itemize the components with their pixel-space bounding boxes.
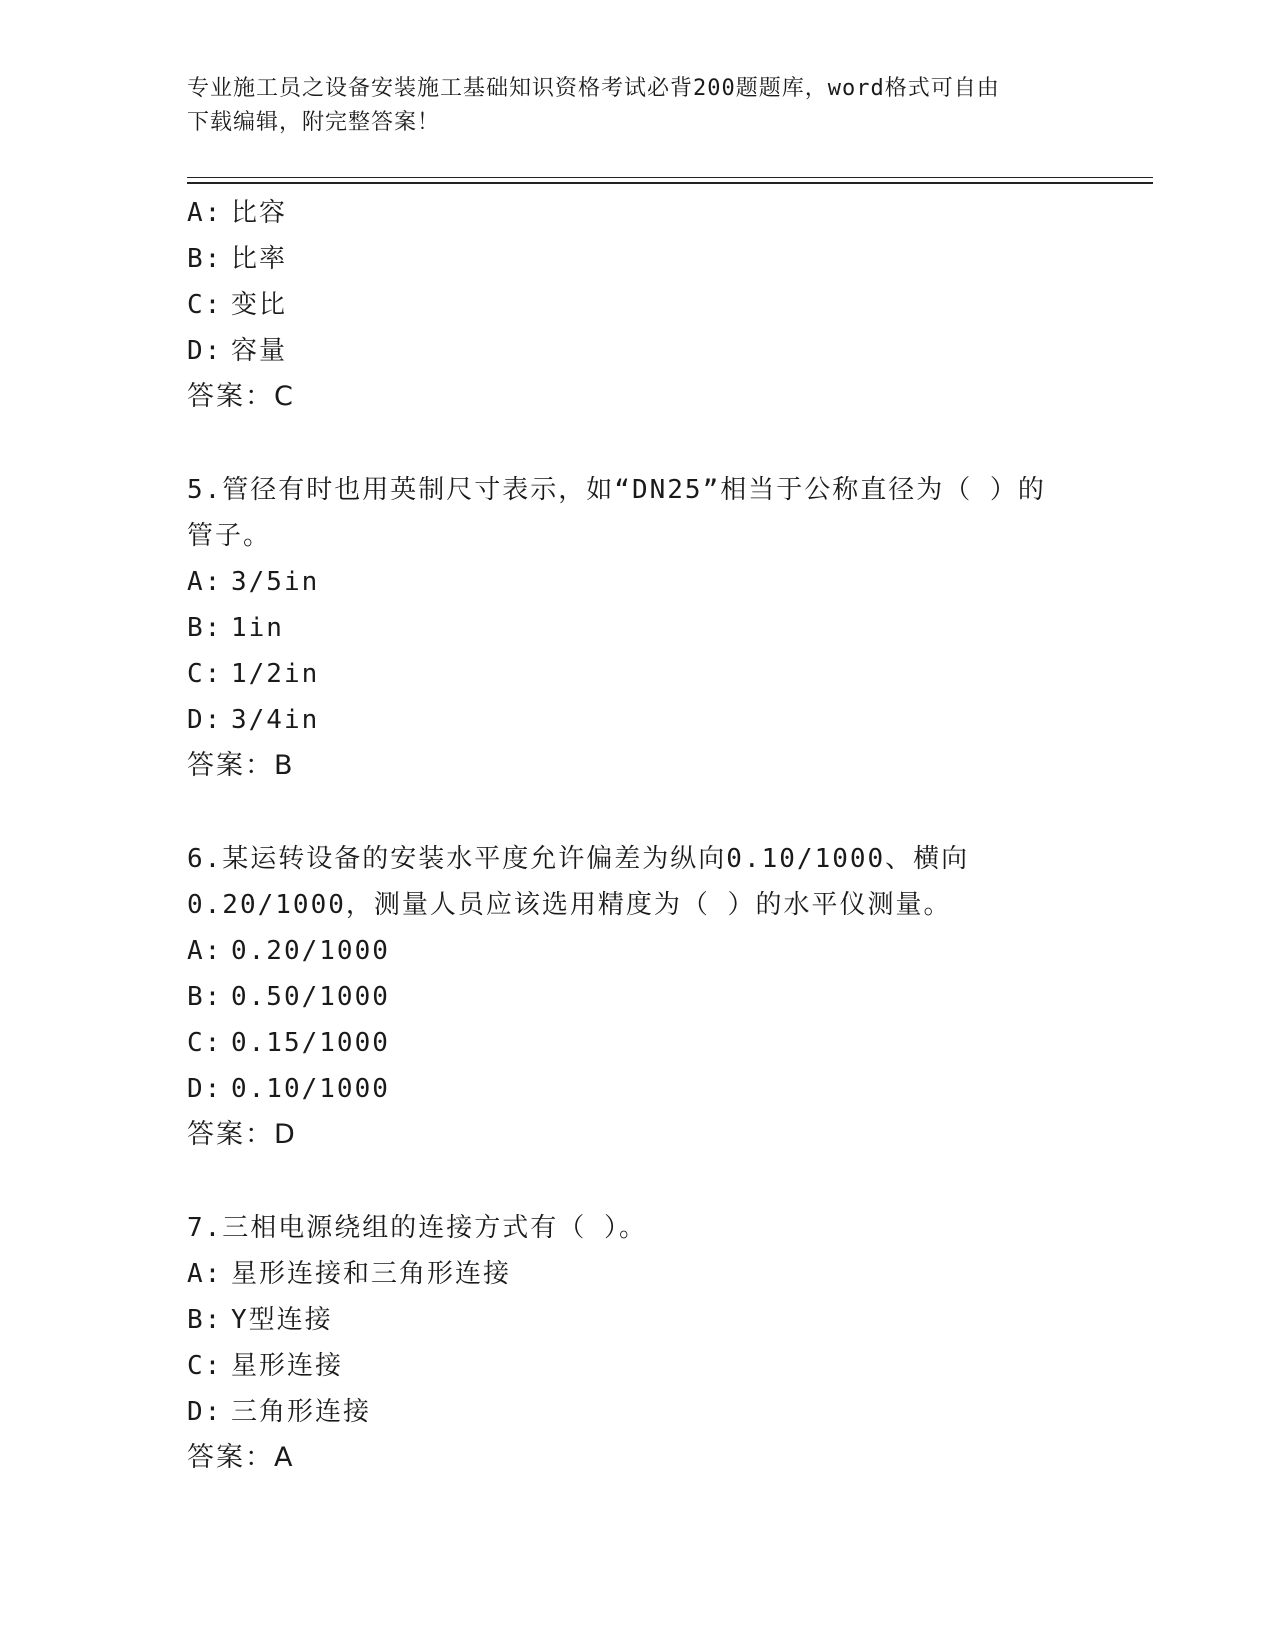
option-key: B:	[187, 1305, 223, 1335]
option-key: A:	[187, 198, 223, 228]
option-text: Y型连接	[231, 1305, 333, 1335]
header-line-2: 下载编辑，附完整答案！	[187, 110, 441, 135]
question-stem-line-1: 5.管径有时也用英制尺寸表示，如“DN25”相当于公称直径为（ ）的	[187, 475, 1046, 505]
option-key: C:	[187, 659, 223, 689]
question-stem	[187, 836, 1067, 928]
option-key: A:	[187, 1259, 223, 1289]
option-a	[187, 928, 1087, 974]
option-key: B:	[187, 982, 223, 1012]
document-header	[187, 72, 1067, 140]
question-6	[187, 836, 1087, 1158]
question-list	[187, 190, 1087, 1481]
option-a	[187, 190, 1087, 236]
option-c	[187, 651, 1087, 697]
option-c	[187, 1343, 1087, 1389]
option-key: C:	[187, 1351, 223, 1381]
option-key: A:	[187, 936, 223, 966]
option-text: 比容	[231, 198, 288, 228]
option-c	[187, 1020, 1087, 1066]
answer-line: 答案：D	[187, 1119, 297, 1150]
answer-line: 答案：C	[187, 381, 295, 412]
header-divider-thick	[187, 182, 1153, 184]
question-5	[187, 467, 1087, 789]
option-text: 0.15/1000	[231, 1028, 390, 1058]
option-text: 容量	[231, 336, 288, 366]
question-7	[187, 1205, 1087, 1481]
answer-line: 答案：A	[187, 1442, 295, 1473]
question-stem	[187, 1205, 1067, 1251]
option-d	[187, 1066, 1087, 1112]
option-text: 星形连接和三角形连接	[231, 1259, 512, 1289]
option-key: C:	[187, 290, 223, 320]
option-text: 0.20/1000	[231, 936, 390, 966]
option-a	[187, 559, 1087, 605]
option-b	[187, 236, 1087, 282]
option-text: 三角形连接	[231, 1397, 372, 1427]
option-b	[187, 974, 1087, 1020]
option-text: 0.50/1000	[231, 982, 390, 1012]
option-key: A:	[187, 567, 223, 597]
option-text: 1/2in	[231, 659, 320, 689]
header-divider-thin	[187, 177, 1153, 178]
header-line-1: 专业施工员之设备安装施工基础知识资格考试必背200题题库，word格式可自由	[187, 76, 1000, 101]
option-text: 3/4in	[231, 705, 320, 735]
option-text: 1in	[231, 613, 284, 643]
option-text: 比率	[231, 244, 288, 274]
option-key: D:	[187, 336, 223, 366]
option-text: 星形连接	[231, 1351, 344, 1381]
question-stem-line-1: 6.某运转设备的安装水平度允许偏差为纵向0.10/1000、横向	[187, 844, 970, 874]
option-key: D:	[187, 705, 223, 735]
option-key: C:	[187, 1028, 223, 1058]
option-a	[187, 1251, 1087, 1297]
option-text: 0.10/1000	[231, 1074, 390, 1104]
question-stem-line-1: 7.三相电源绕组的连接方式有（ ）。	[187, 1213, 647, 1243]
option-key: B:	[187, 244, 223, 274]
question-stem-line-2: 管子。	[187, 521, 272, 551]
option-text: 变比	[231, 290, 288, 320]
option-text: 3/5in	[231, 567, 320, 597]
option-key: D:	[187, 1074, 223, 1104]
option-d	[187, 697, 1087, 743]
option-d	[187, 1389, 1087, 1435]
question-stem-line-2: 0.20/1000，测量人员应该选用精度为（ ）的水平仪测量。	[187, 890, 952, 920]
question-4-continued	[187, 190, 1087, 420]
option-b	[187, 1297, 1087, 1343]
option-key: B:	[187, 613, 223, 643]
option-c	[187, 282, 1087, 328]
option-b	[187, 605, 1087, 651]
option-d	[187, 328, 1087, 374]
answer-line: 答案：B	[187, 750, 295, 781]
question-stem	[187, 467, 1067, 559]
option-key: D:	[187, 1397, 223, 1427]
